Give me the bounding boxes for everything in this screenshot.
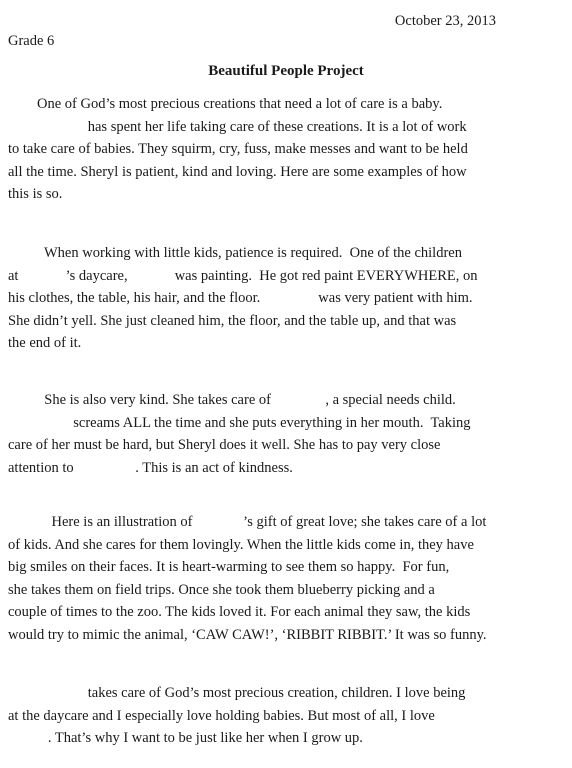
text-line: couple of times to the zoo. The kids loved it. For each animal they saw, the kids bbox=[8, 604, 471, 620]
text-line: this is so. bbox=[8, 186, 63, 202]
grade-label: Grade 6 bbox=[8, 33, 55, 49]
text-line: would try to mimic the animal, ‘CAW CAW!’, ‘RIBBIT RIBBIT.’ It was so funny. bbox=[8, 626, 487, 643]
text-line: at ’s daycare, was painting. He got red paint EVERYWHERE, on bbox=[8, 267, 478, 284]
text-line: When working with little kids, patience is required. One of the children bbox=[8, 245, 462, 261]
text-line: care of her must be hard, but Sheryl does it well. She has to pay very close bbox=[8, 437, 441, 453]
paragraph-conclusion bbox=[8, 682, 564, 750]
document-date: October 23, 2013 bbox=[394, 13, 496, 29]
paragraph-love bbox=[8, 511, 564, 646]
text-line: takes care of God’s most precious creation, children. I love being bbox=[8, 685, 466, 701]
text-line: has spent her life taking care of these creations. It is a lot of work bbox=[8, 118, 467, 135]
text-line: his clothes, the table, his hair, and the floor. was very patient with him. bbox=[8, 290, 473, 306]
text-line: big smiles on their faces. It is heart-warming to see them so happy. For fun, bbox=[8, 559, 450, 575]
text-line: all the time. Sheryl is patient, kind and loving. Here are some examples of how bbox=[8, 163, 467, 180]
text-line: attention to . This is an act of kindness. bbox=[8, 459, 293, 476]
page-title: Beautiful People Project bbox=[208, 63, 364, 79]
text-line: of kids. And she cares for them lovingly. When the little kids come in, they have bbox=[8, 536, 474, 553]
paragraph-patience bbox=[8, 242, 564, 355]
text-line: She is also very kind. She takes care of , a special needs child. bbox=[8, 392, 456, 408]
text-line: the end of it. bbox=[8, 335, 82, 351]
text-line: She didn’t yell. She just cleaned him, the floor, and the table up, and that was bbox=[8, 312, 457, 329]
paragraph-intro bbox=[8, 93, 564, 206]
text-line: Here is an illustration of ’s gift of great love; she takes care of a lot bbox=[8, 514, 487, 530]
paragraph-kindness bbox=[8, 389, 564, 479]
text-line: One of God’s most precious creations that need a lot of care is a baby. bbox=[8, 96, 443, 112]
text-line: she takes them on field trips. Once she took them blueberry picking and a bbox=[8, 581, 435, 598]
text-line: screams ALL the time and she puts everything in her mouth. Taking bbox=[8, 414, 471, 431]
text-line: . That’s why I want to be just like her when I grow up. bbox=[8, 730, 363, 746]
text-line: to take care of babies. They squirm, cry, fuss, make messes and want to be held bbox=[8, 141, 468, 157]
text-line: at the daycare and I especially love holding babies. But most of all, I love bbox=[8, 707, 435, 724]
